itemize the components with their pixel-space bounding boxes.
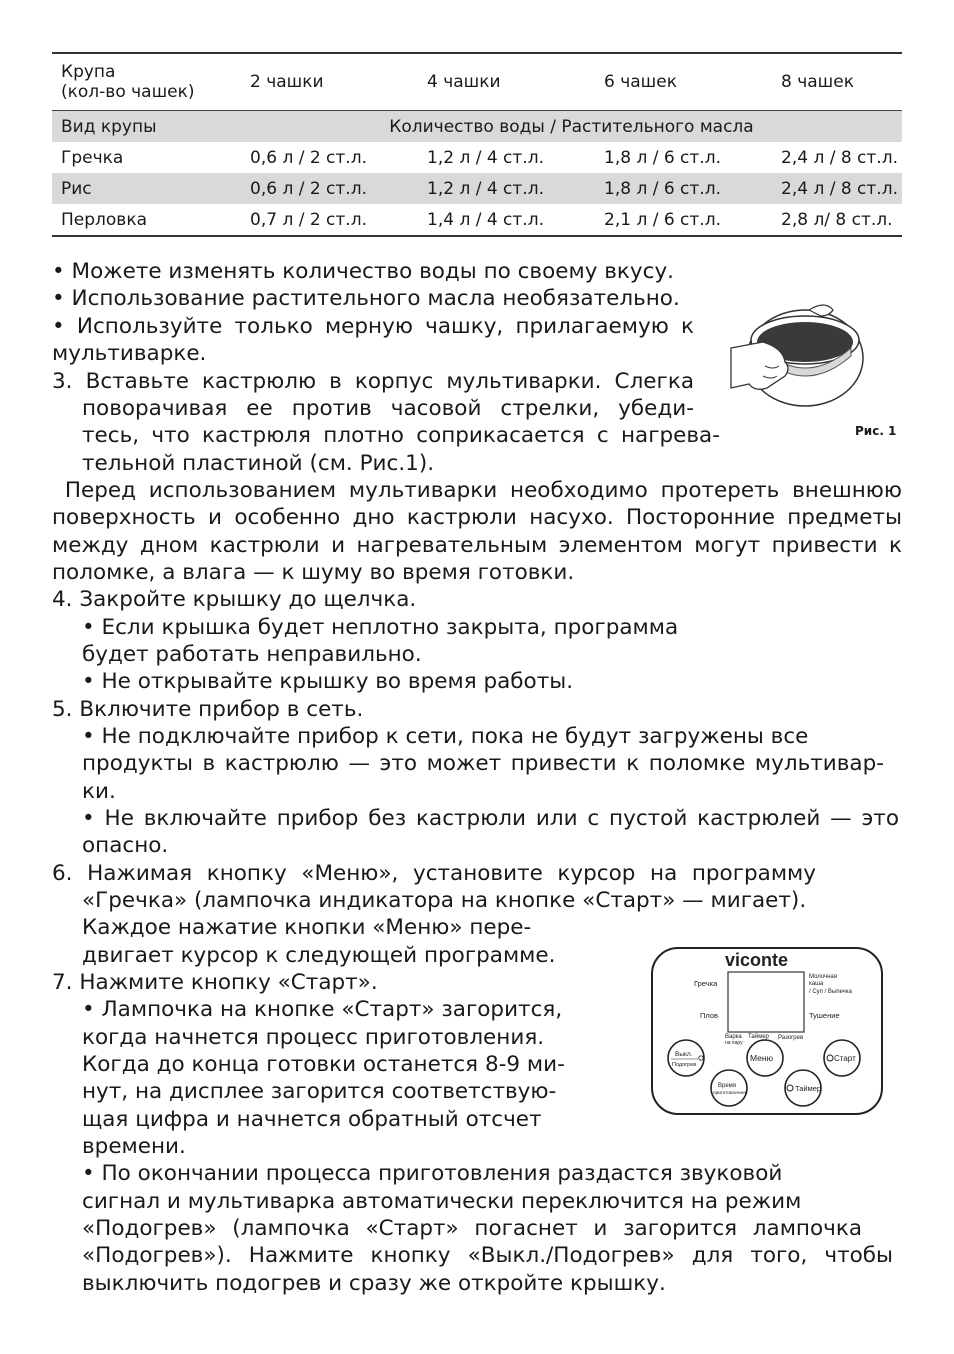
subheader-label: Вид крупы bbox=[52, 111, 241, 143]
text-line: 7. Нажмите кнопку «Старт». bbox=[52, 970, 378, 995]
text-line: «Гречка» (лампочка индикатора на кнопке «Старт» — мигает). bbox=[82, 888, 807, 913]
display-screen bbox=[728, 972, 804, 1032]
text-line: двигает курсор к следующей программе. bbox=[82, 943, 556, 968]
pot-insertion-illustration bbox=[725, 296, 875, 421]
text-line: Каждое нажатие кнопки «Меню» пере- bbox=[82, 915, 532, 940]
text-line: • Лампочка на кнопке «Старт» загорится, bbox=[82, 997, 563, 1022]
text-line: 6. Нажимая кнопку «Меню», установите курсор на программу bbox=[52, 861, 816, 886]
text-line: • Можете изменять количество воды по своему вкусу. bbox=[52, 259, 675, 284]
table-row bbox=[52, 173, 902, 204]
brand-logo: viconte bbox=[725, 950, 789, 970]
text-line: • Если крышка будет неплотно закрыта, программа bbox=[82, 615, 679, 640]
text-line: ки. bbox=[82, 779, 116, 804]
table-cell: 1,8 л / 6 ст.л. bbox=[595, 173, 772, 204]
table-row bbox=[52, 204, 902, 236]
text-line: • Использование растительного масла необязательно. bbox=[52, 286, 680, 311]
start-label: Старт bbox=[834, 1054, 856, 1063]
water-oil-table bbox=[52, 52, 902, 237]
text-line: Когда до конца готовки останется 8-9 ми- bbox=[82, 1052, 565, 1077]
program-label-grechka: Гречка bbox=[694, 979, 718, 988]
text-line: поломке, а влага — к шуму во время готовки. bbox=[52, 560, 575, 585]
text-line: времени. bbox=[82, 1134, 186, 1159]
text-line: выключить подогрев и сразу же откройте крышку. bbox=[82, 1271, 666, 1296]
table-cell: 1,8 л / 6 ст.л. bbox=[604, 147, 721, 168]
text-line: продукты в кастрюлю — это может привести к поломке мультивар- bbox=[82, 751, 884, 776]
text-line: • Не открывайте крышку во время работы. bbox=[82, 669, 574, 694]
program-label-plov: Плов bbox=[700, 1011, 719, 1020]
text-line: • Не включайте прибор без кастрюли или с пустой кастрюлей — это bbox=[82, 806, 899, 831]
table-cell: 1,2 л / 4 ст.л. bbox=[427, 147, 544, 168]
text-line: опасно. bbox=[82, 833, 169, 858]
text-line: будет работать неправильно. bbox=[82, 642, 422, 667]
text-line: между дном кастрюли и нагревательным элементом могут привести к bbox=[52, 533, 902, 558]
timer-label: Таймер bbox=[795, 1084, 822, 1093]
program-label-reheat: Разогрев bbox=[778, 1035, 804, 1041]
indicator-light-icon bbox=[827, 1055, 833, 1061]
program-label-steam: Варка bbox=[725, 1034, 742, 1040]
table-cell: 1,4 л / 4 ст.л. bbox=[418, 204, 595, 236]
menu-label: Меню bbox=[750, 1053, 773, 1063]
text-line: Перед использованием мультиварки необходимо протереть внешнюю bbox=[52, 478, 902, 503]
table-cell: 0,6 л / 2 ст.л. bbox=[241, 173, 418, 204]
text-line: «Подогрев»). Нажмите кнопку «Выкл./Подогрев» для того, чтобы bbox=[82, 1243, 893, 1268]
text-line: когда начнется процесс приготовления. bbox=[82, 1025, 545, 1050]
program-label-steam: на пару bbox=[725, 1040, 743, 1046]
header-cell: 8 чашек bbox=[772, 53, 902, 111]
row-name: Рис bbox=[52, 173, 241, 204]
text-line: поворачивая ее против часовой стрелки, убеди- bbox=[82, 396, 694, 421]
text-line: щая цифра и начнется обратный отсчет bbox=[82, 1107, 542, 1132]
text-line: тесь, что кастрюля плотно соприкасается с нагрева- bbox=[82, 423, 720, 448]
row-name: Перловка bbox=[52, 204, 241, 236]
text-line: • Не подключайте прибор к сети, пока не будут загружены все bbox=[82, 724, 809, 749]
off-warm-label: Выкл. bbox=[675, 1051, 693, 1058]
program-label-timer: Таймер bbox=[748, 1034, 769, 1040]
text-line: • Используйте только мерную чашку, прилагаемую к bbox=[52, 314, 694, 339]
text-line: 5. Включите прибор в сеть. bbox=[52, 697, 364, 722]
row-name: Гречка bbox=[61, 147, 124, 168]
header-cell: 2 чашки bbox=[241, 53, 418, 111]
table-cell: 1,2 л / 4 ст.л. bbox=[418, 173, 595, 204]
program-label-milk: Молочная bbox=[809, 974, 838, 980]
text-line: 4. Закройте крышку до щелчка. bbox=[52, 587, 417, 612]
text-line: тельной пластиной (см. Рис.1). bbox=[82, 451, 435, 476]
text-line: поверхность и особенно дно кастрюли насухо. Посторонние предметы bbox=[52, 505, 902, 530]
program-label-stew: Тушение bbox=[809, 1011, 840, 1020]
indicator-light-icon bbox=[787, 1085, 793, 1091]
off-warm-label: Подогрев bbox=[672, 1062, 697, 1068]
control-panel-illustration bbox=[650, 946, 884, 1116]
table-cell: 0,7 л / 2 ст.л. bbox=[241, 204, 418, 236]
table-cell: 0,6 л / 2 ст.л. bbox=[250, 147, 367, 168]
indicator-light-icon bbox=[699, 1056, 703, 1060]
text-line: сигнал и мультиварка автоматически переключится на режим bbox=[82, 1189, 802, 1214]
text-line: 3. Вставьте кастрюлю в корпус мультиварки. Слегка bbox=[52, 369, 694, 394]
figure-caption: Рис. 1 bbox=[855, 424, 897, 438]
text-line: нут, на дисплее загорится соответствую- bbox=[82, 1079, 557, 1104]
cook-time-label: приготовления bbox=[713, 1091, 746, 1096]
subheader-value: Количество воды / Растительного масла bbox=[241, 111, 902, 143]
text-line: «Подогрев» (лампочка «Старт» погаснет и загорится лампочка bbox=[82, 1216, 862, 1241]
program-label-milk: каша bbox=[809, 981, 824, 987]
text-line: • По окончании процесса приготовления раздастся звуковой bbox=[82, 1161, 783, 1186]
table-row bbox=[52, 142, 902, 173]
header-cell-cereal: Крупа (кол-во чашек) bbox=[52, 53, 241, 111]
table-cell: 2,1 л / 6 ст.л. bbox=[595, 204, 772, 236]
program-label-soup: / Суп / Выпечка bbox=[809, 989, 852, 995]
table-cell: 2,4 л / 8 ст.л. bbox=[781, 147, 898, 168]
cook-time-label: Время bbox=[718, 1083, 737, 1089]
header-cell: 6 чашек bbox=[595, 53, 772, 111]
text-line: мультиварке. bbox=[52, 341, 207, 366]
table-cell: 2,4 л / 8 ст.л. bbox=[772, 173, 902, 204]
table-cell: 2,8 л/ 8 ст.л. bbox=[772, 204, 902, 236]
header-cell: 4 чашки bbox=[418, 53, 595, 111]
